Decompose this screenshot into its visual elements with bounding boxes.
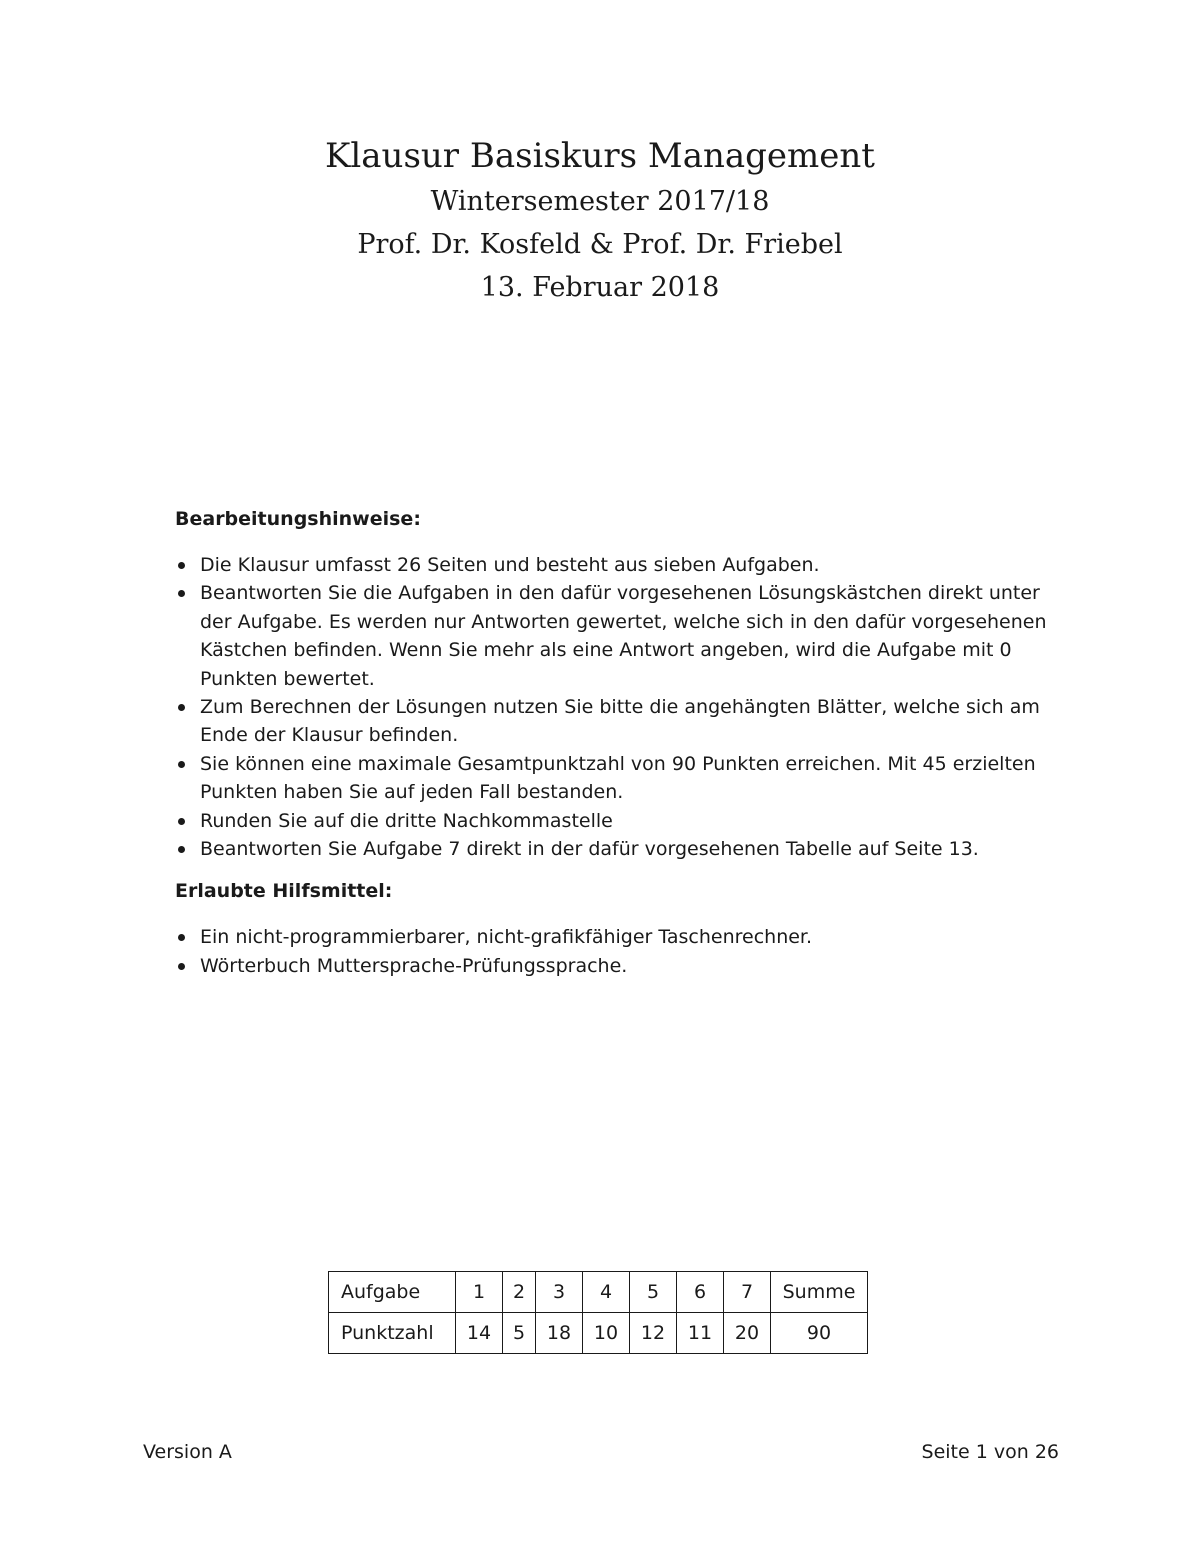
list-item: Zum Berechnen der Lösungen nutzen Sie bitte die angehängten Blätter, welche sich am Ende der Klausur befinden. <box>175 693 1059 750</box>
table-cell: Summe <box>771 1272 868 1313</box>
table-cell: 5 <box>630 1272 677 1313</box>
page-number: Seite 1 von 26 <box>921 1441 1059 1463</box>
title-block <box>0 132 1200 309</box>
exam-title: Klausur Basiskurs Management <box>325 136 875 176</box>
list-item: Beantworten Sie die Aufgaben in den dafür vorgesehenen Lösungskästchen direkt unter der Aufgabe. Es werden nur Antworten gewertet, welche sich in den dafür vorgesehenen Kästchen befinden. Wenn Sie mehr als eine Antwort angeben, wird die Aufgabe mit 0 Punkten bewertet. <box>175 579 1059 693</box>
list-item: Wörterbuch Muttersprache-Prüfungssprache. <box>175 952 1059 980</box>
table-cell: 90 <box>771 1313 868 1354</box>
table-row <box>329 1272 868 1313</box>
semester: Wintersemester 2017/18 <box>430 186 770 217</box>
instructions-list <box>175 551 1059 863</box>
table-cell: 14 <box>456 1313 503 1354</box>
list-item: Sie können eine maximale Gesamtpunktzahl von 90 Punkten erreichen. Mit 45 erzielten Punkten haben Sie auf jeden Fall bestanden. <box>175 750 1059 807</box>
table-cell: 1 <box>456 1272 503 1313</box>
table-cell: 4 <box>583 1272 630 1313</box>
table-cell: 2 <box>503 1272 536 1313</box>
table-cell: 7 <box>724 1272 771 1313</box>
row-label-task: Aufgabe <box>329 1272 456 1313</box>
table-cell: 18 <box>536 1313 583 1354</box>
version-label: Version A <box>143 1441 232 1463</box>
table-cell: 11 <box>677 1313 724 1354</box>
table-cell: 12 <box>630 1313 677 1354</box>
table-cell: 5 <box>503 1313 536 1354</box>
row-label-points: Punktzahl <box>329 1313 456 1354</box>
table-cell: 10 <box>583 1313 630 1354</box>
aids-list <box>175 923 1059 980</box>
list-item: Ein nicht-programmierbarer, nicht-grafikfähiger Taschenrechner. <box>175 923 1059 951</box>
table-cell: 20 <box>724 1313 771 1354</box>
professors: Prof. Dr. Kosfeld & Prof. Dr. Friebel <box>357 229 843 260</box>
table-row <box>329 1313 868 1354</box>
aids-heading: Erlaubte Hilfsmittel: <box>175 880 393 903</box>
points-table <box>328 1271 868 1354</box>
list-item: Runden Sie auf die dritte Nachkommastelle <box>175 807 1059 835</box>
exam-date: 13. Februar 2018 <box>480 272 720 303</box>
list-item: Die Klausur umfasst 26 Seiten und besteht aus sieben Aufgaben. <box>175 551 1059 579</box>
table-cell: 6 <box>677 1272 724 1313</box>
table-cell: 3 <box>536 1272 583 1313</box>
instructions-heading: Bearbeitungshinweise: <box>175 508 421 530</box>
instructions-section <box>175 505 1059 980</box>
list-item: Beantworten Sie Aufgabe 7 direkt in der dafür vorgesehenen Tabelle auf Seite 13. <box>175 835 1059 863</box>
